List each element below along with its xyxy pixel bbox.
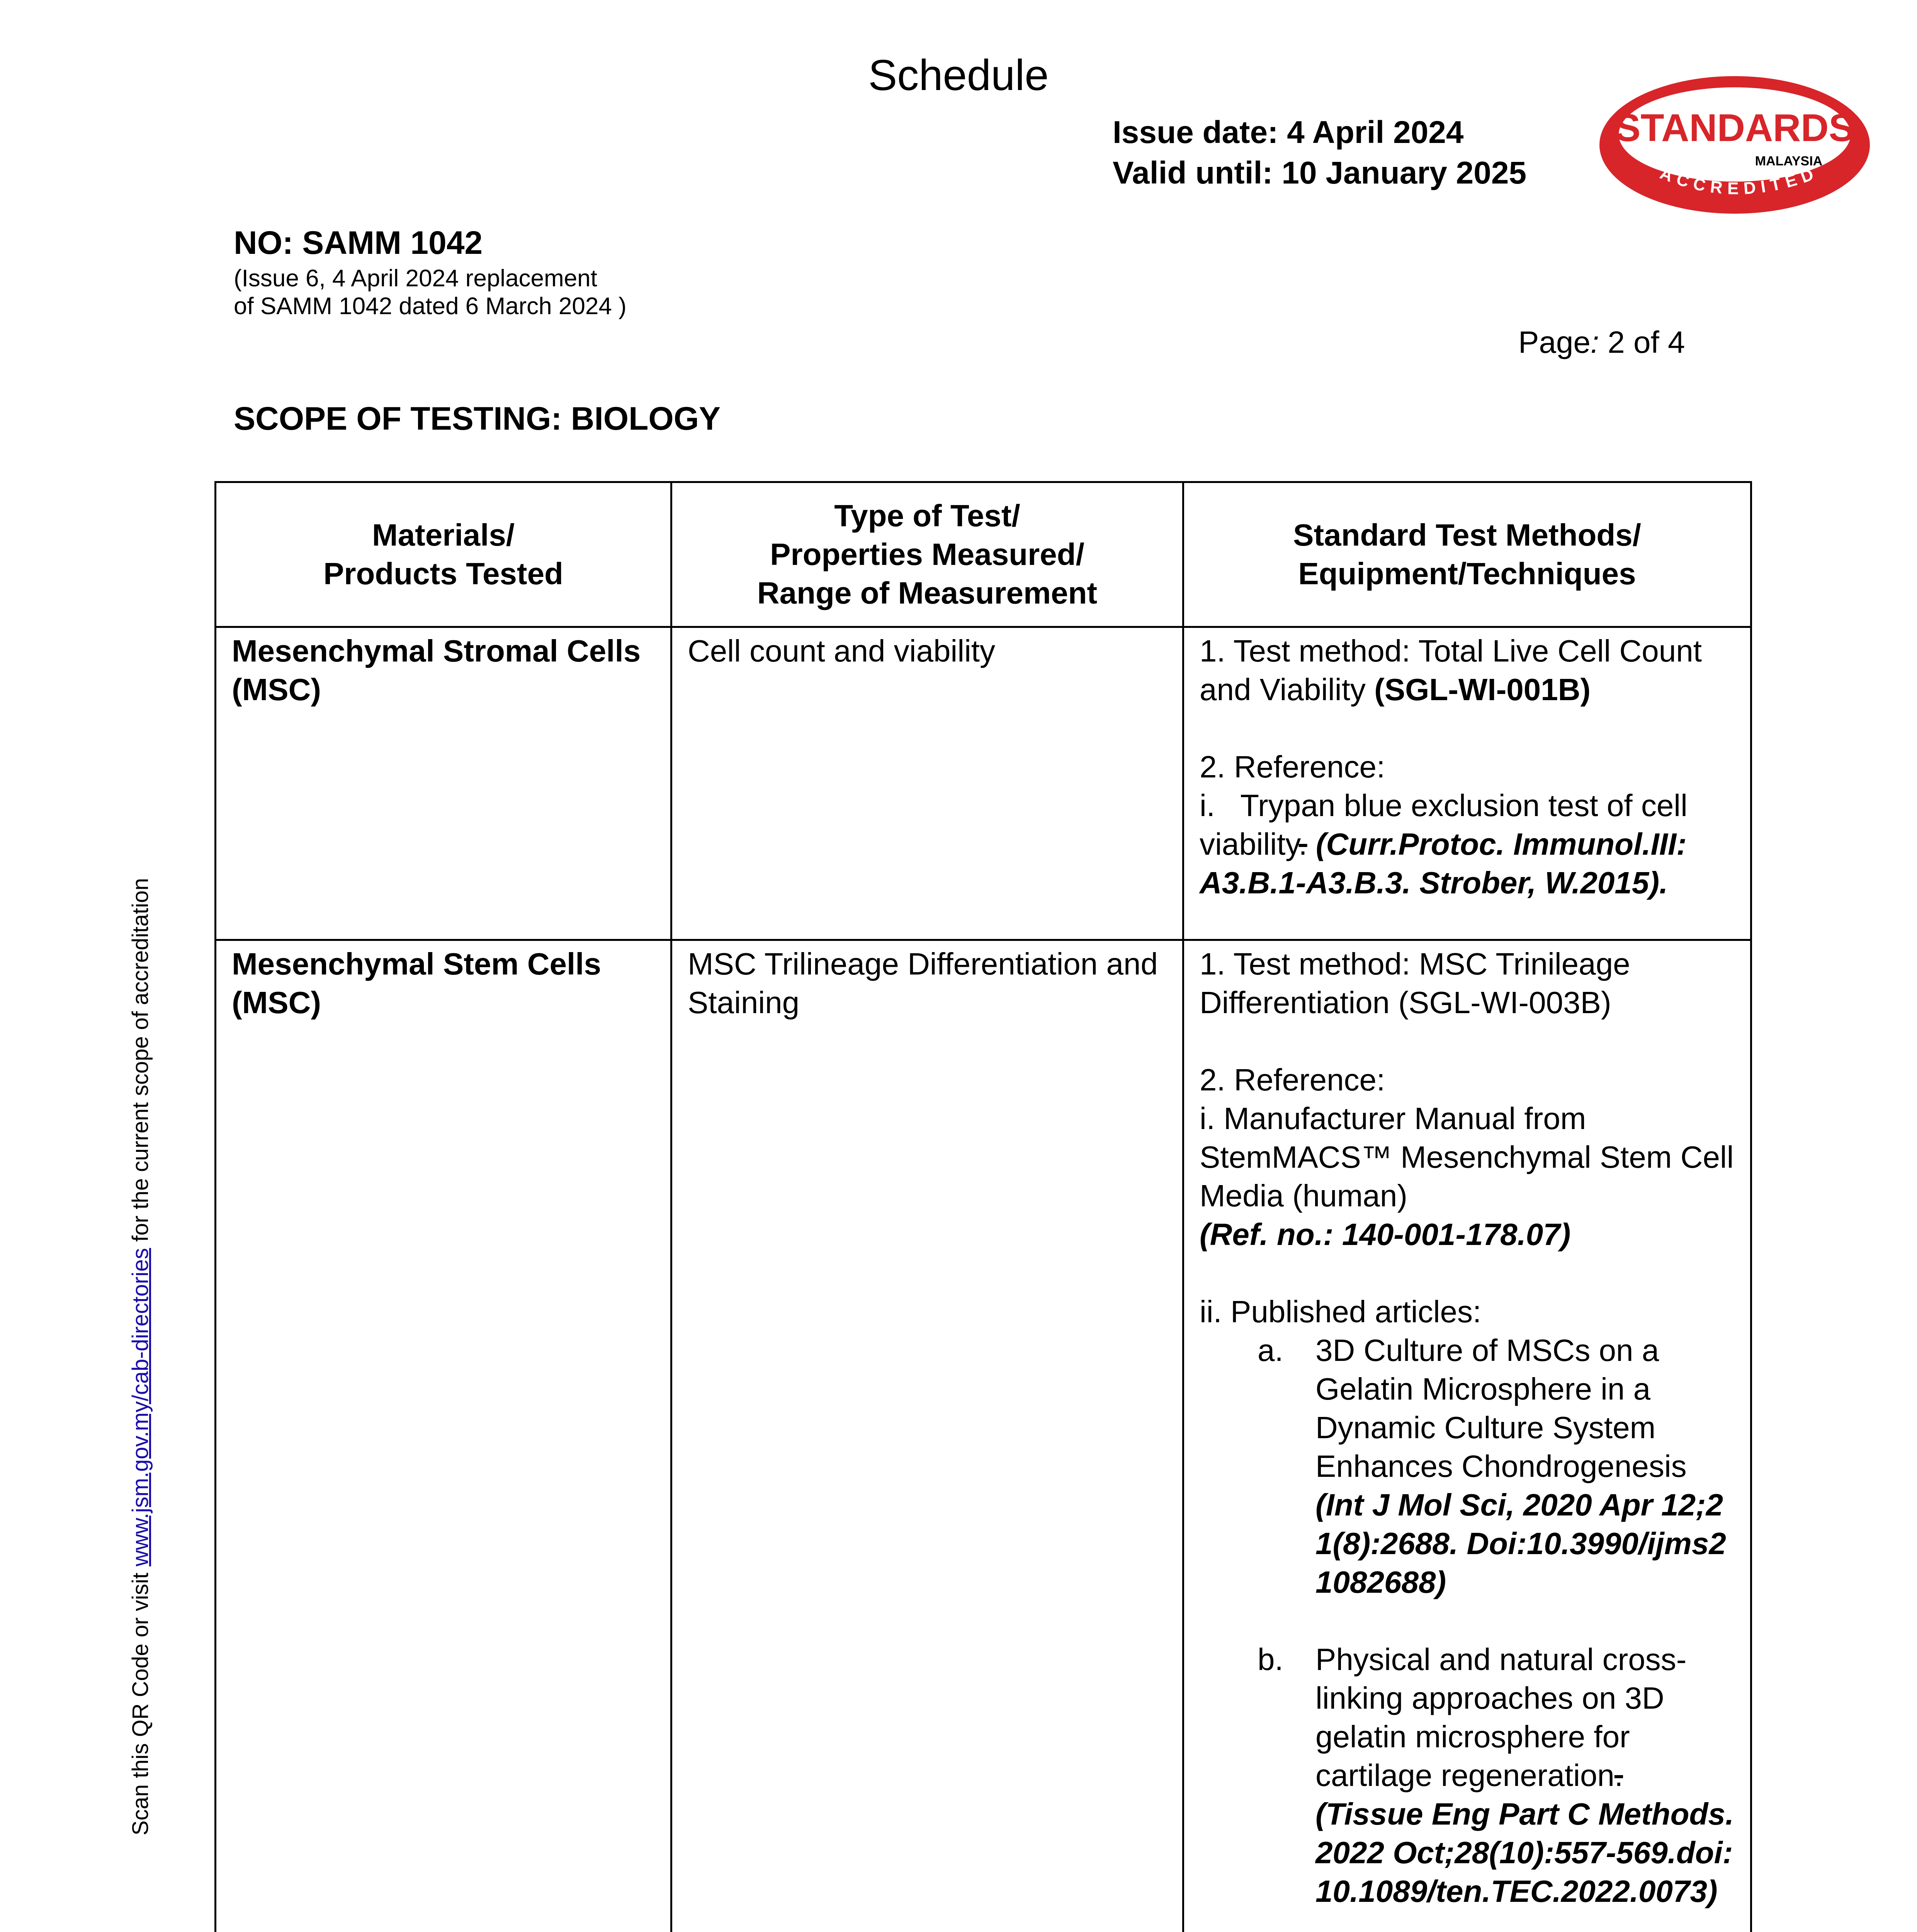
- struck-punctuation: .: [1298, 827, 1307, 861]
- page-value: 2 of 4: [1599, 325, 1685, 359]
- header-text: Materials/: [372, 518, 515, 552]
- logo-country: MALAYSIA: [1755, 154, 1823, 168]
- header-text: Range of Measurement: [757, 576, 1098, 610]
- header-text: Equipment/Techniques: [1298, 556, 1636, 591]
- issue-date: Issue date: 4 April 2024: [1113, 115, 1464, 150]
- reference-label: i.: [1200, 788, 1215, 823]
- reference-citation: (Curr.Protoc. Immunol.III: A3.B.1-A3.B.3. Strober, W.2015).: [1200, 827, 1687, 900]
- list-item: [1258, 1331, 1735, 1602]
- issue-dates: [1113, 112, 1526, 193]
- page-prefix: Page: [1518, 325, 1591, 359]
- header-text: Type of Test/: [834, 498, 1020, 533]
- qr-note-suffix: for the current scope of accreditation: [128, 878, 153, 1248]
- material-cell: Mesenchymal Stromal Cells (MSC): [216, 627, 671, 940]
- issue-note: [234, 265, 627, 320]
- test-cell: MSC Trilineage Differentiation and Staining: [671, 940, 1183, 1932]
- list-item: [1258, 1640, 1735, 1911]
- issue-note-line: of SAMM 1042 dated 6 March 2024 ): [234, 293, 627, 320]
- standards-malaysia-accredited-logo: [1596, 70, 1874, 220]
- method-line: [1200, 632, 1735, 709]
- article-title-text: Physical and natural cross-linking approaches on 3D gelatin microsphere for cartilage regeneration: [1315, 1642, 1687, 1793]
- published-articles-heading: ii. Published articles:: [1200, 1294, 1482, 1329]
- qr-scan-note: [127, 878, 153, 1835]
- table-row: [216, 940, 1751, 1932]
- method-text: 1. Test method: Total Live Cell Count and Viability: [1200, 634, 1702, 707]
- header-text: Products Tested: [323, 556, 563, 591]
- table-row: [216, 627, 1751, 940]
- reference-heading: 2. Reference:: [1200, 1063, 1385, 1097]
- list-marker: b.: [1258, 1642, 1283, 1677]
- page-number: [1518, 325, 1685, 360]
- header-text: Standard Test Methods/: [1293, 518, 1641, 552]
- header-methods: [1183, 482, 1751, 627]
- header-materials: [216, 482, 671, 627]
- method-code: (SGL-WI-001B): [1374, 672, 1591, 707]
- issue-note-line: (Issue 6, 4 April 2024 replacement: [234, 265, 597, 292]
- reference-heading: 2. Reference:: [1200, 750, 1385, 784]
- logo-word: STANDARDS: [1614, 106, 1855, 150]
- logo-accredited: ACCREDITED: [1657, 163, 1821, 198]
- article-citation: (Int J Mol Sci, 2020 Apr 12;21(8):2688. Doi:10.3990/ijms21082688): [1315, 1488, 1726, 1599]
- struck-punctuation: .: [1614, 1758, 1623, 1793]
- scope-heading: SCOPE OF TESTING: BIOLOGY: [234, 400, 721, 437]
- article-title: 3D Culture of MSCs on a Gelatin Microsphere in a Dynamic Culture System Enhances Chondrogenesis: [1315, 1333, 1687, 1483]
- cab-directories-link[interactable]: www.jsm.gov.my/cab-directories: [128, 1248, 153, 1566]
- header-type-of-test: [671, 482, 1183, 627]
- table-header-row: [216, 482, 1751, 627]
- reference-citation: (Ref. no.: 140-001-178.07): [1200, 1217, 1571, 1252]
- reference-text: Trypan blue exclusion test of cell viability: [1200, 788, 1688, 861]
- reference-item: [1200, 786, 1735, 902]
- document-number: NO: SAMM 1042: [234, 224, 483, 261]
- page-colon: :: [1590, 325, 1599, 359]
- material-cell: Mesenchymal Stem Cells (MSC): [216, 940, 671, 1932]
- test-cell: Cell count and viability: [671, 627, 1183, 940]
- valid-until: Valid until: 10 January 2025: [1113, 155, 1527, 190]
- method-cell: [1183, 627, 1751, 940]
- qr-note-prefix: Scan this QR Code or visit: [128, 1566, 153, 1835]
- header-text: Properties Measured/: [770, 537, 1084, 571]
- method-line: 1. Test method: MSC Trinileage Differentiation (SGL-WI-003B): [1200, 947, 1630, 1020]
- page-title: Schedule: [868, 51, 1049, 99]
- article-title: [1315, 1640, 1735, 1795]
- list-marker: a.: [1258, 1333, 1283, 1367]
- method-cell: [1183, 940, 1751, 1932]
- reference-text: i. Manufacturer Manual from StemMACS™ Mesenchymal Stem Cell Media (human): [1200, 1101, 1734, 1213]
- article-citation: (Tissue Eng Part C Methods. 2022 Oct;28(10):557-569.doi:10.1089/ten.TEC.2022.0073): [1315, 1797, 1734, 1908]
- scope-table: [214, 481, 1752, 1932]
